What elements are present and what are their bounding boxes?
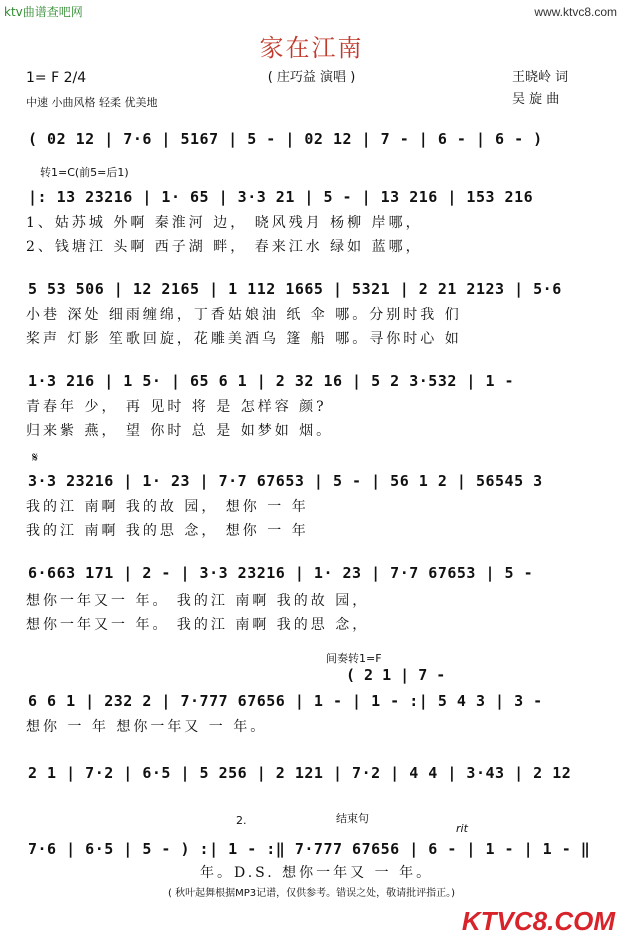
lyric-line-4-verse-1: 青春年 少， 再 见时 将 是 怎样容 颜?: [26, 399, 327, 415]
notes-line-2: |: 13 23216 | 1· 65 | 3·3 21 | 5 - | 13 216 | 153 216: [28, 188, 534, 206]
notes-line-4: 1·3 216 | 1 5· | 65 6 1 | 2 32 16 | 5 2 3·532 | 1 -: [28, 372, 515, 390]
lyric-line-9: 年。D.S. 想你一年又 一 年。: [200, 865, 434, 881]
notes-line-6: 6·663 171 | 2 - | 3·3 23216 | 1· 23 | 7·7 67653 | 5 -: [28, 564, 534, 582]
notes-line-5: 3·3 23216 | 1· 23 | 7·7 67653 | 5 - | 56 1 2 | 56545 3: [28, 472, 543, 490]
lyric-line-3-verse-2: 桨声 灯影 笙歌回旋，花雕美酒乌 篷 船 哪。寻你时心 如: [26, 331, 462, 347]
lyricist-credit: 王晓岭 词: [512, 70, 569, 85]
lyric-line-4-verse-2: 归来紫 燕， 望 你时 总 是 如梦如 烟。: [26, 423, 334, 439]
ktvc8-watermark-logo: KTVC8.COM: [461, 906, 615, 936]
lyric-line-2-verse-1: 1、姑苏城 外啊 秦淮河 边， 晓风残月 杨柳 岸哪，: [26, 215, 423, 231]
site-logo-left: ktv曲谱查吧网: [4, 5, 83, 19]
site-url-right: www.ktvc8.com: [534, 5, 617, 19]
coda-ending-mark: 结束句: [336, 812, 369, 825]
ritardando-mark: rit: [456, 822, 468, 835]
lyric-line-7: 想你 一 年 想你一年又 一 年。: [26, 719, 268, 735]
lyric-line-3-verse-1: 小巷 深处 细雨缠绵，丁香姑娘油 纸 伞 哪。分别时我 们: [26, 307, 462, 323]
lyric-line-6-verse-2: 想你一年又一 年。 我的江 南啊 我的思 念，: [26, 617, 370, 633]
lyric-line-6-verse-1: 想你一年又一 年。 我的江 南啊 我的故 园，: [26, 593, 370, 609]
modulation-mark: 转1=C(前5=后1): [40, 166, 129, 179]
notes-line-8: 2 1 | 7·2 | 6·5 | 5 256 | 2 121 | 7·2 | 4 4 | 3·43 | 2 12: [28, 764, 572, 782]
notes-line-7: 6 6 1 | 232 2 | 7·777 67656 | 1 - | 1 - :| 5 4 3 | 3 -: [28, 692, 543, 710]
lyric-line-5-verse-1: 我的江 南啊 我的故 园， 想你 一 年: [26, 499, 309, 515]
notes-line-9: 7·6 | 6·5 | 5 - ) :| 1 - :‖ 7·777 67656 | 6 - | 1 - | 1 - ‖: [28, 840, 591, 858]
interlude-prefix-notes: ( 2 1 | 7 -: [346, 666, 446, 684]
lyric-line-2-verse-2: 2、钱塘江 头啊 西子湖 畔， 春来江水 绿如 蓝哪，: [26, 239, 423, 255]
staff-line-8: [0, 756, 623, 796]
interlude-mark: 间奏转1=F: [326, 652, 382, 665]
volta-ending-mark: 2.: [236, 814, 247, 827]
song-title: 家在江南: [259, 34, 364, 62]
notes-line-1: ( 02 12 | 7·6 | 5167 | 5 - | 02 12 | 7 - | 6 - | 6 - ): [28, 130, 543, 148]
notes-line-3: 5 53 506 | 12 2165 | 1 112 1665 | 5321 | 2 21 2123 | 5·6: [28, 280, 562, 298]
staff-line-1: [0, 122, 623, 162]
song-performer: ( 庄巧益 演唱 ): [267, 70, 356, 85]
transcriber-footnote: ( 秋叶起舞根据MP3记谱，仅供参考。错误之处，敬请批评指正。): [167, 888, 455, 899]
key-signature: 1= F 2/4: [26, 70, 87, 86]
composer-credit: 吴 旋 曲: [512, 92, 560, 107]
lyric-line-5-verse-2: 我的江 南啊 我的思 念， 想你 一 年: [26, 523, 309, 539]
tempo-marking: 中速 小曲风格 轻柔 优美地: [26, 96, 158, 109]
segno-mark: 𝄋: [32, 450, 39, 466]
